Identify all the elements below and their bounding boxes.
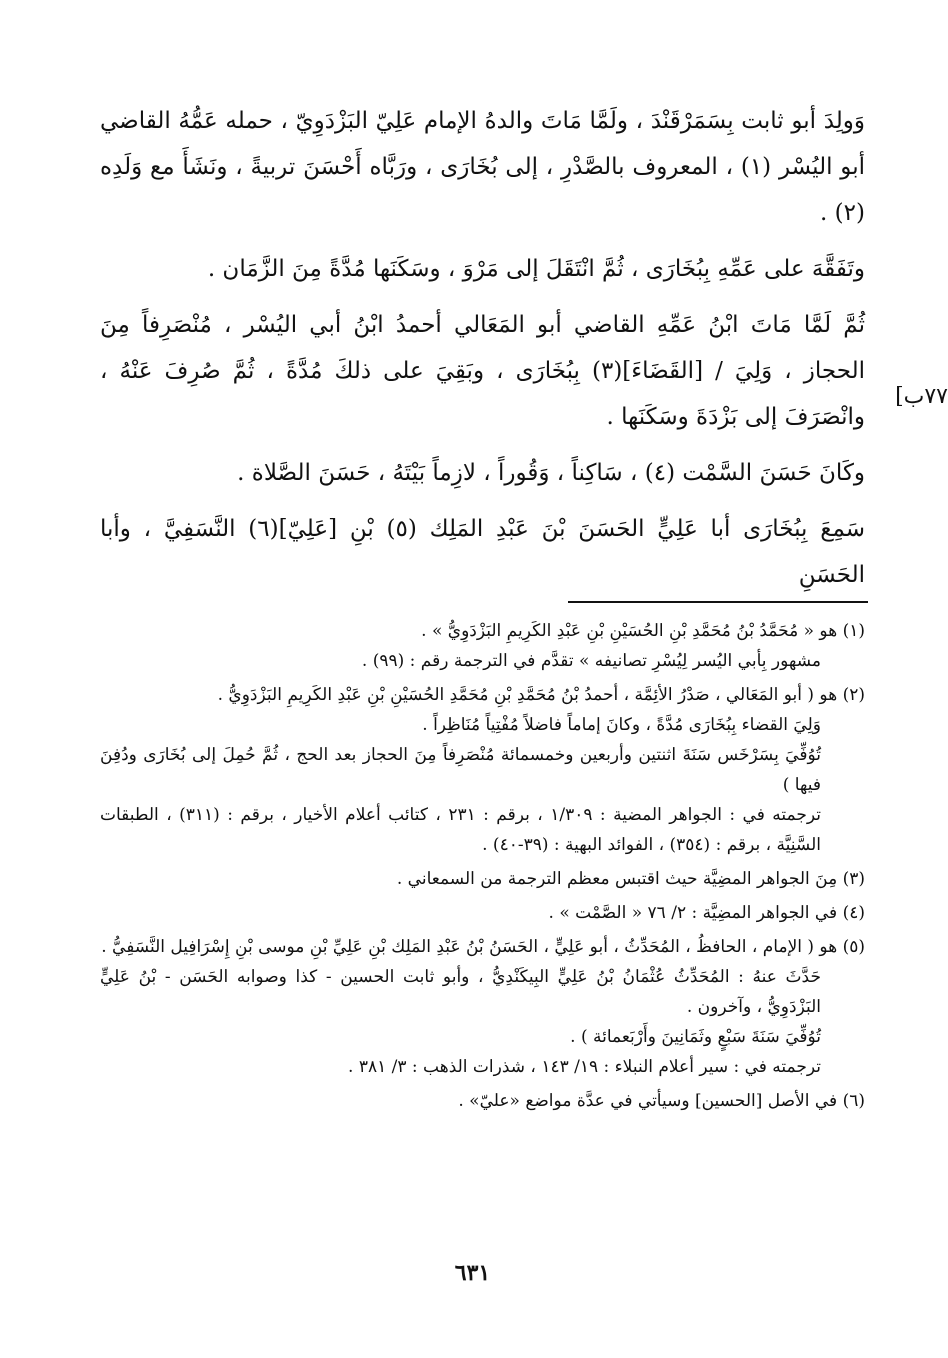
paragraph-studies: وتَفَقَّهَ على عَمِّهِ بِبُخَارَى ، ثُمَّ انْتَقَلَ إلى مَرْوَ ، وسَكَنَها مُدَّةً مِنَ الزَّمَان . <box>207 256 865 282</box>
paragraph-judgeship: ثُمَّ لَمَّا مَاتَ ابْنُ عَمِّهِ القاضي أبو المَعَالي أحمدُ ابْنُ أبي اليُسْر ، مُنْصَرِفاً مِنَ الحجاز ، وَلِيَ / [القَضَاءَ](٣) بِبُخَارَى ، وبَقِيَ على ذلكَ مُدَّةً ، ثُمَّ صُرِفَ عَنْهُ ، وانْصَرَفَ إلى بَزْدَةَ وسَكَنَها . <box>100 312 865 430</box>
footnote-line: ترجمته في : سير أعلام النبلاء : ١٩/ ١٤٣ ، شذرات الذهب : ٣/ ٣٨١ . <box>348 1057 821 1077</box>
footnote-line: تُوُفِّيَ بِسَرْخَس سَنَةَ اثنتين وأربعين وخمسمائة مُنْصَرِفاً مِنَ الحجاز بعد الحج ، ثُمَّ حُمِلَ إلى بُخَارَى ودُفِنَ فيها ) <box>100 745 821 795</box>
paragraph-character: وكَانَ حَسَنَ السَّمْت (٤) ، سَاكِناً ، وَقُوراً ، لازِماً بَيْتَهُ ، حَسَنَ الصَّلاة . <box>237 460 865 486</box>
footnote-line: (٦) في الأصل [الحسين] وسيأتي في عدَّة مواضع «عليّ» . <box>458 1091 865 1111</box>
footnote-line: (٣) مِنَ الجواهر المضِيَّة حيث اقتبس معظم الترجمة من السمعاني . <box>396 869 865 889</box>
paragraph-birth: وَولِدَ أبو ثابت بِسَمَرْقَنْدَ ، ولَمَّا مَاتَ والدهُ الإمام عَلِيّ البَزْدَوِيّ ، حمله عَمُّهُ القاضي أبو اليُسْر (١) ، المعروف بالصَّدْرِ ، إلى بُخَارَى ، ورَبَّاه أَحْسَنَ تربيةً ، ونَشَأَ مع وَلَدِه (٢) . <box>100 108 865 226</box>
footnote-1 <box>100 616 865 676</box>
footnote-6 <box>100 1086 865 1116</box>
footnote-separator <box>568 601 868 603</box>
page-number: ٦٣١ <box>454 1260 491 1286</box>
footnote-line: مشهور بِأبي اليُسر لِيُسْرِ تصانيفه » تقدَّم في الترجمة رقم : (٩٩) . <box>361 651 821 671</box>
footnote-5 <box>100 932 865 1082</box>
footnote-line: تُوُفِّيَ سَنَةَ سَبْعٍ وثَمَانِينَ وأَرْبَعمائة ) . <box>570 1027 821 1047</box>
footnote-2 <box>100 680 865 860</box>
footnotes-section <box>100 616 865 1120</box>
footnote-4 <box>100 898 865 928</box>
folio-margin-note: ٧٧ب] <box>895 384 948 409</box>
footnote-line: ترجمته في : الجواهر المضية : ١/٣٠٩ ، برقم : ٢٣١ ، كتائب أعلام الأخيار ، برقم : (٣١١) ، الطبقات السَّنِيَّة ، برقم : (٣٥٤) ، الفوائد البهية : (٣٩-٤٠) . <box>100 805 821 855</box>
main-text-body <box>100 98 865 608</box>
paragraph-teachers: سَمِعَ بِبُخَارَى أبا عَلِيٍّ الحَسَنَ بْنَ عَبْدِ المَلِك (٥) بْنِ [عَلِيّ](٦) النَّسَفِيَّ ، وأبا الحَسَنِ <box>100 516 866 588</box>
footnote-line: وَلِيَ القضاء بِبُخَارَى مُدَّةً ، وكانَ إماماً فاضلاً مُفْتِياً مُنَاظِراً . <box>422 715 821 735</box>
footnote-3 <box>100 864 865 894</box>
footnote-line: حَدَّثَ عنهُ : المُحَدِّثُ عُثْمَانُ بْنُ عَلِيٍّ البِيكَنْدِيُّ ، وأبو ثابت الحسين - كذا وصوابه الحَسَن - بْنُ عَلِيٍّ البَزْدَوِيُّ ، وآخرون . <box>100 967 821 1017</box>
footnote-line: (٤) في الجواهر المضِيَّة : ٢/ ٧٦ « الصَّمْت » . <box>548 903 865 923</box>
footnote-line: (١) هو « مُحَمَّدُ بْنُ مُحَمَّدِ بْنِ الحُسَيْنِ بْنِ عَبْدِ الكَرِيمِ البَزْدَوِيُّ » . <box>421 621 865 641</box>
footnote-line: (٥) هو ( الإمام ، الحافظُ ، المُحَدِّثُ ، أبو عَلِيٍّ ، الحَسَنُ بْنُ عَبْدِ المَلِك بْنِ عَلِيِّ بْنِ موسى بْنِ إِسْرَافِيل النَّسَفِيُّ . <box>101 937 865 957</box>
footnote-line: (٢) هو ( أبو المَعَالي ، صَدْرُ الأئِمَّة ، أحمدُ بْنُ مُحَمَّدِ بْنِ مُحَمَّدِ الحُسَيْنِ بْنِ عَبْدِ الكَرِيمِ البَزْدَوِيُّ . <box>217 685 865 705</box>
